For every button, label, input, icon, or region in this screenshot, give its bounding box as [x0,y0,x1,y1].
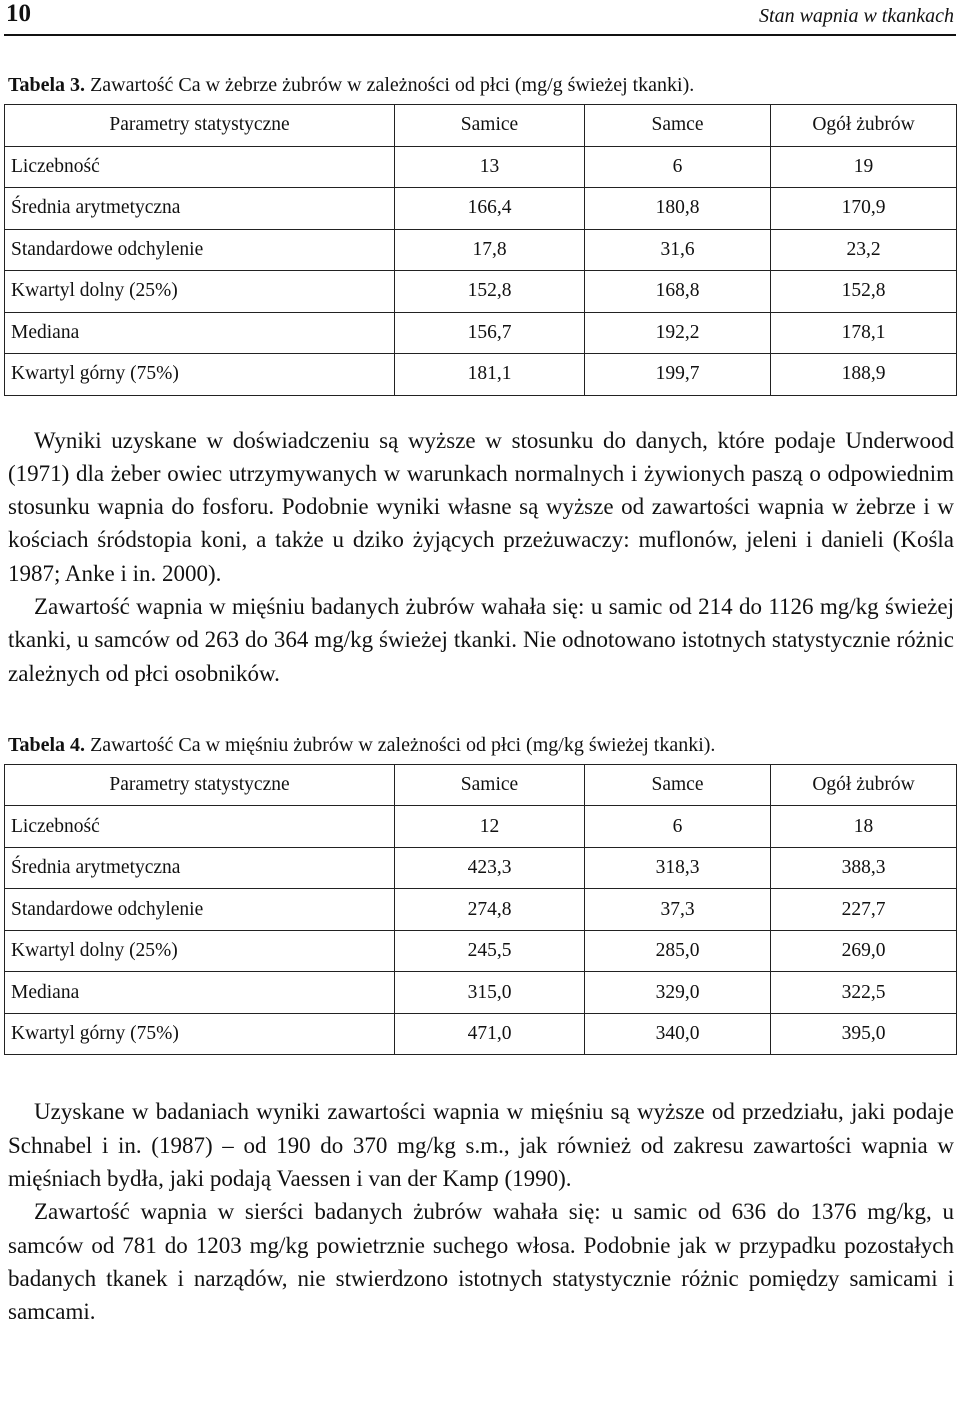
value-cell: 166,4 [395,188,585,230]
row-label-cell: Liczebność [5,806,395,848]
value-cell: 17,8 [395,229,585,271]
row-label-cell: Standardowe odchylenie [5,229,395,271]
row-label-cell: Średnia arytmetyczna [5,188,395,230]
paragraph: Zawartość wapnia w sierści badanych żubrów wahała się: u samic od 636 do 1376 mg/kg, u samców od 781 do 1203 mg/kg powietrznie suchego włosa. Podobnie jak w przypadku pozostałych badanych tkanek i narządów, nie stwierdzono istotnych statystycznie różnic pomiędzy samicami i samcami. [8,1199,954,1325]
table-row [5,930,957,972]
table4-header-row [5,764,957,806]
value-cell: 227,7 [771,889,957,931]
document-page [4,0,956,1328]
row-label-cell: Kwartyl górny (75%) [5,1013,395,1055]
value-cell: 192,2 [585,312,771,354]
value-cell: 18 [771,806,957,848]
value-cell: 199,7 [585,354,771,396]
value-cell: 322,5 [771,972,957,1014]
row-label-cell: Mediana [5,972,395,1014]
value-cell: 274,8 [395,889,585,931]
body-text-section-2 [4,1095,956,1328]
table4-caption [8,732,956,758]
table3-caption [8,72,956,98]
value-cell: 152,8 [771,271,957,313]
table3-header-cell: Ogół żubrów [771,105,957,147]
table-row [5,229,957,271]
table4-header-cell: Ogół żubrów [771,764,957,806]
page-header [4,0,956,36]
value-cell: 31,6 [585,229,771,271]
row-label-cell: Kwartyl dolny (25%) [5,271,395,313]
paragraph: Wyniki uzyskane w doświadczeniu są wyższe w stosunku do danych, które podaje Underwood (1971) dla żeber owiec utrzymywanych w warunkach normalnych i żywionych paszą o odpowiednim stosunku wapnia do fosforu. Podobnie wyniki własne są wyższe od zawartości wapnia w żebrze i w kościach śródstopia koni, a także u dziko żyjących przeżuwaczy: muflonów, jeleni i danieli (Kośla 1987; Anke i in. 2000). [8,427,954,586]
table3-header-cell: Samice [395,105,585,147]
value-cell: 168,8 [585,271,771,313]
table3 [4,104,957,396]
table4-header-cell: Samce [585,764,771,806]
table4-caption-text: Zawartość Ca w mięśniu żubrów w zależności od płci (mg/kg świeżej tkanki). [90,733,716,756]
table4-header-cell: Parametry statystyczne [5,764,395,806]
table3-caption-text: Zawartość Ca w żebrze żubrów w zależności od płci (mg/g świeżej tkanki). [90,74,695,96]
value-cell: 19 [771,146,957,188]
row-label-cell: Liczebność [5,146,395,188]
table-row [5,188,957,230]
table-row [5,847,957,889]
table3-header-cell: Parametry statystyczne [5,105,395,147]
value-cell: 188,9 [771,354,957,396]
value-cell: 37,3 [585,889,771,931]
value-cell: 245,5 [395,930,585,972]
table3-header-row [5,105,957,147]
value-cell: 152,8 [395,271,585,313]
value-cell: 181,1 [395,354,585,396]
value-cell: 329,0 [585,972,771,1014]
value-cell: 13 [395,146,585,188]
table-row [5,972,957,1014]
table4-header-cell: Samice [395,764,585,806]
running-title: Stan wapnia w tkankach [759,5,954,27]
value-cell: 269,0 [771,930,957,972]
value-cell: 388,3 [771,847,957,889]
page-number: 10 [6,0,31,27]
value-cell: 285,0 [585,930,771,972]
value-cell: 471,0 [395,1013,585,1055]
table-row [5,1013,957,1055]
value-cell: 180,8 [585,188,771,230]
value-cell: 178,1 [771,312,957,354]
value-cell: 6 [585,806,771,848]
paragraph: Zawartość wapnia w mięśniu badanych żubrów wahała się: u samic od 214 do 1126 mg/kg świeżej tkanki, u samców od 263 do 364 mg/kg świeżej tkanki. Nie odnotowano istotnych statystycznie różnic zależnych od płci osobników. [8,593,954,686]
table3-header-cell: Samce [585,105,771,147]
row-label-cell: Kwartyl dolny (25%) [5,930,395,972]
value-cell: 423,3 [395,847,585,889]
value-cell: 156,7 [395,312,585,354]
value-cell: 318,3 [585,847,771,889]
table-row [5,146,957,188]
row-label-cell: Standardowe odchylenie [5,889,395,931]
row-label-cell: Mediana [5,312,395,354]
table-row [5,354,957,396]
value-cell: 315,0 [395,972,585,1014]
value-cell: 395,0 [771,1013,957,1055]
value-cell: 6 [585,146,771,188]
value-cell: 12 [395,806,585,848]
row-label-cell: Średnia arytmetyczna [5,847,395,889]
table4-label: Tabela 4. [8,733,86,756]
table-row [5,312,957,354]
body-text-section-1 [4,424,956,690]
table4 [4,764,957,1056]
paragraph: Uzyskane w badaniach wyniki zawartości wapnia w mięśniu są wyższe od przedziału, jaki podaje Schnabel i in. (1987) – od 190 do 370 mg/kg s.m., jak również od zakresu zawartości wapnia w mięśniach bydła, jaki podają Vaessen i van der Kamp (1990). [8,1099,954,1191]
table-row [5,806,957,848]
table-row [5,889,957,931]
table3-label: Tabela 3. [8,74,86,96]
table-row [5,271,957,313]
row-label-cell: Kwartyl górny (75%) [5,354,395,396]
value-cell: 170,9 [771,188,957,230]
value-cell: 340,0 [585,1013,771,1055]
value-cell: 23,2 [771,229,957,271]
